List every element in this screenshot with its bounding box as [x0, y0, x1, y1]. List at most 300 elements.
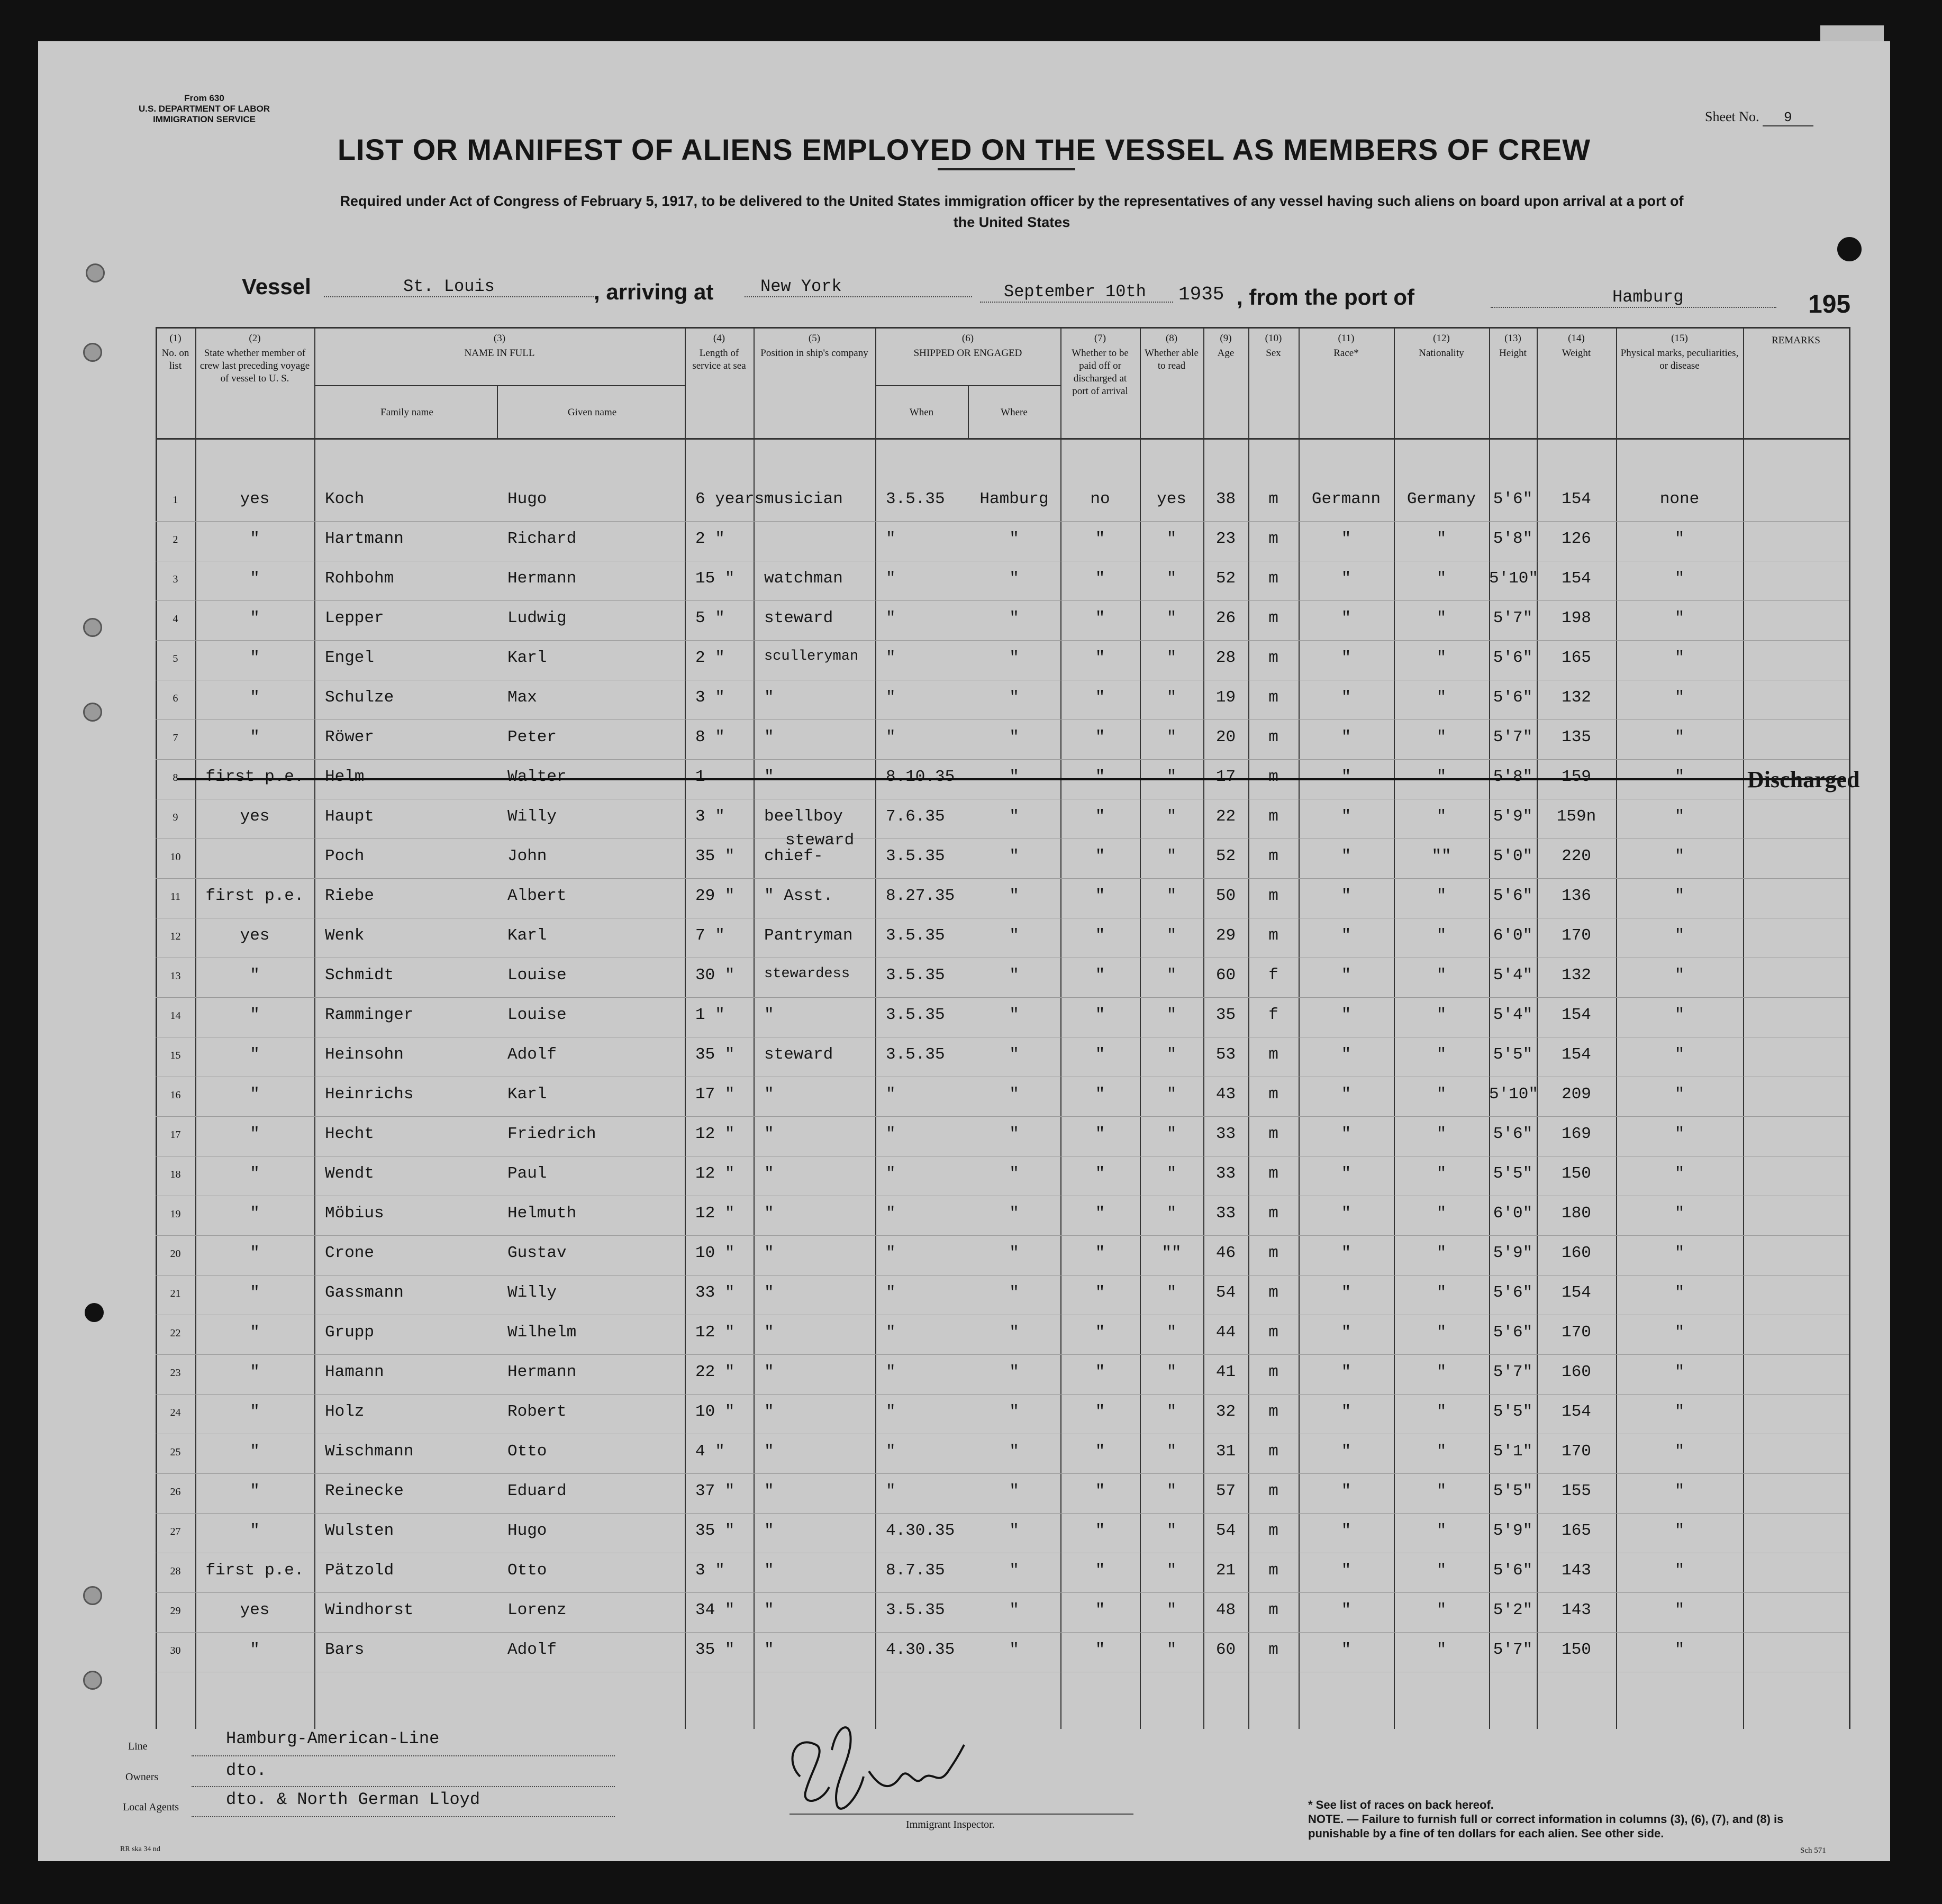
- ship-position: ": [764, 1601, 774, 1619]
- row-number: 22: [170, 1327, 181, 1339]
- row-number: 14: [170, 1010, 181, 1022]
- height: 5'2": [1493, 1601, 1533, 1619]
- sex: m: [1268, 1482, 1278, 1500]
- service-length: 29 ": [695, 887, 735, 905]
- departure-port: Hamburg: [1491, 287, 1776, 308]
- column-header: [1203, 332, 1248, 362]
- able-to-read: ": [1166, 1006, 1177, 1024]
- sex: m: [1268, 688, 1278, 707]
- race: ": [1341, 1125, 1351, 1143]
- row-number: 25: [170, 1446, 181, 1458]
- row-number: 3: [173, 573, 178, 585]
- paid-off: ": [1095, 1482, 1105, 1500]
- age: 46: [1215, 1244, 1236, 1262]
- weight: 159: [1562, 768, 1591, 786]
- given-name: Friedrich: [507, 1125, 596, 1143]
- service-length: 1 ": [695, 1006, 725, 1024]
- sex: m: [1268, 1522, 1278, 1540]
- column-number: (14): [1568, 333, 1585, 344]
- age: 57: [1215, 1482, 1236, 1500]
- given-name: Adolf: [507, 1641, 557, 1659]
- service-name: IMMIGRATION SERVICE: [153, 114, 256, 124]
- weight: 136: [1562, 887, 1591, 905]
- able-to-read: ": [1166, 887, 1177, 905]
- sex: m: [1268, 1283, 1278, 1302]
- family-name: Wulsten: [325, 1522, 394, 1540]
- previous-voyage: ": [250, 1482, 260, 1500]
- weight: 170: [1562, 1323, 1591, 1342]
- shipped-where: ": [1009, 1045, 1019, 1064]
- previous-voyage: ": [250, 609, 260, 627]
- height: 5'1": [1493, 1442, 1533, 1461]
- shipped-where: ": [1009, 1442, 1019, 1461]
- service-length: 10 ": [695, 1402, 735, 1421]
- row-number: 28: [170, 1565, 181, 1577]
- nationality: ": [1436, 728, 1447, 746]
- age: 43: [1215, 1085, 1236, 1104]
- able-to-read: ": [1166, 1125, 1177, 1143]
- punch-hole: [86, 263, 105, 283]
- nationality: ": [1436, 1482, 1447, 1500]
- given-name: Willy: [507, 807, 557, 826]
- column-header: [1060, 332, 1140, 400]
- column-label: State whether member of crew last preceding voyage of vessel to U. S.: [199, 348, 310, 384]
- row-rule: [156, 1513, 1849, 1514]
- nationality: ": [1436, 688, 1447, 707]
- paid-off: ": [1095, 1363, 1105, 1381]
- sex: m: [1268, 1601, 1278, 1619]
- footnotes: [1308, 1798, 1837, 1841]
- age: 22: [1215, 807, 1236, 826]
- service-length: 35 ": [695, 1522, 735, 1540]
- manifest-sheet: [38, 41, 1890, 1861]
- height: 5'7": [1493, 728, 1533, 746]
- arriving-label: , arriving at: [594, 279, 714, 304]
- paid-off: ": [1095, 807, 1105, 826]
- shipped-where: ": [1009, 966, 1019, 985]
- punch-hole: [85, 1303, 104, 1322]
- race: ": [1341, 1204, 1351, 1223]
- ship-position: ": [764, 1442, 774, 1461]
- family-name: Wenk: [325, 926, 365, 945]
- row-rule: [156, 759, 1849, 760]
- able-to-read: ": [1166, 1402, 1177, 1421]
- column-label: Nationality: [1419, 348, 1464, 359]
- race: ": [1341, 1601, 1351, 1619]
- row-number: 7: [173, 732, 178, 744]
- strike-through-line: [177, 778, 1844, 780]
- ship-position: ": [764, 688, 774, 707]
- service-length: 22 ": [695, 1363, 735, 1381]
- race: ": [1341, 1402, 1351, 1421]
- previous-voyage: ": [250, 1164, 260, 1183]
- shipped-where: ": [1009, 1323, 1019, 1342]
- nationality: ": [1436, 609, 1447, 627]
- punch-hole: [1837, 237, 1862, 261]
- row-number: 6: [173, 693, 178, 704]
- row-number: 30: [170, 1645, 181, 1656]
- row-number: 13: [170, 970, 181, 982]
- sex: m: [1268, 530, 1278, 548]
- shipped-when: ": [886, 1283, 896, 1302]
- previous-voyage: ": [250, 1283, 260, 1302]
- nationality: Germany: [1406, 490, 1476, 508]
- shipped-when: 3.5.35: [886, 1045, 945, 1064]
- race: ": [1341, 1283, 1351, 1302]
- ship-position: ": [764, 1561, 774, 1580]
- paid-off: ": [1095, 1641, 1105, 1659]
- physical-marks: ": [1674, 649, 1685, 667]
- previous-voyage: ": [250, 1641, 260, 1659]
- family-name: Hecht: [325, 1125, 375, 1143]
- previous-voyage: ": [250, 1402, 260, 1421]
- previous-voyage: first p.e.: [205, 768, 304, 786]
- sex: m: [1268, 1045, 1278, 1064]
- column-number: (10): [1265, 333, 1282, 344]
- given-name: Max: [507, 688, 537, 707]
- paid-off: ": [1095, 1442, 1105, 1461]
- physical-marks: ": [1674, 728, 1685, 746]
- nationality: ": [1436, 1164, 1447, 1183]
- column-number: (1): [169, 333, 182, 344]
- physical-marks: ": [1674, 609, 1685, 627]
- row-rule: [156, 1116, 1849, 1117]
- row-number: 11: [170, 891, 181, 903]
- row-number: 1: [173, 494, 178, 506]
- height: 5'5": [1493, 1482, 1533, 1500]
- nationality: ": [1436, 1561, 1447, 1580]
- sex: m: [1268, 926, 1278, 945]
- ship-position: ": [764, 1085, 774, 1104]
- shipped-when: 3.5.35: [886, 966, 945, 985]
- height: 5'6": [1493, 1323, 1533, 1342]
- row-number: 16: [170, 1089, 181, 1101]
- physical-marks: ": [1674, 1482, 1685, 1500]
- title-rule: [938, 168, 1075, 170]
- shipped-when: ": [886, 1323, 896, 1342]
- physical-marks: ": [1674, 1125, 1685, 1143]
- sex: m: [1268, 1442, 1278, 1461]
- physical-marks: ": [1674, 1402, 1685, 1421]
- column-header: [156, 332, 195, 375]
- weight: 132: [1562, 966, 1591, 985]
- able-to-read: ": [1166, 569, 1177, 588]
- weight: 169: [1562, 1125, 1591, 1143]
- previous-voyage: first p.e.: [205, 1561, 304, 1580]
- nationality: ": [1436, 1085, 1447, 1104]
- weight: 170: [1562, 926, 1591, 945]
- family-name: Gassmann: [325, 1283, 404, 1302]
- print-code-right: Sch 571: [1800, 1846, 1826, 1855]
- column-header: [1140, 332, 1203, 375]
- height: 5'6": [1493, 1283, 1533, 1302]
- row-number: 24: [170, 1407, 181, 1418]
- shipped-when: ": [886, 609, 896, 627]
- race: ": [1341, 1006, 1351, 1024]
- previous-voyage: ": [250, 688, 260, 707]
- ship-position: steward: [764, 1045, 833, 1064]
- shipped-when: ": [886, 688, 896, 707]
- row-rule: [156, 878, 1849, 879]
- race: ": [1341, 887, 1351, 905]
- row-rule: [156, 600, 1849, 601]
- shipped-where: Hamburg: [979, 490, 1049, 508]
- height: 5'6": [1493, 649, 1533, 667]
- physical-marks: ": [1674, 1363, 1685, 1381]
- physical-marks: ": [1674, 1561, 1685, 1580]
- able-to-read: ": [1166, 1283, 1177, 1302]
- age: 28: [1215, 649, 1236, 667]
- line-value: Hamburg-American-Line: [226, 1729, 440, 1748]
- given-name: John: [507, 847, 547, 866]
- able-to-read: ": [1166, 1482, 1177, 1500]
- physical-marks: ": [1674, 807, 1685, 826]
- age: 54: [1215, 1522, 1236, 1540]
- column-rule: [1743, 327, 1744, 1729]
- ship-position: ": [764, 1125, 774, 1143]
- given-name: Karl: [507, 649, 547, 667]
- paid-off: ": [1095, 1006, 1105, 1024]
- given-name: Wilhelm: [507, 1323, 577, 1342]
- column-rule: [314, 327, 315, 1729]
- nationality: ": [1436, 1283, 1447, 1302]
- row-number: 10: [170, 851, 181, 863]
- service-length: 15 ": [695, 569, 735, 588]
- service-length: 5 ": [695, 609, 725, 627]
- column-header: [754, 332, 875, 362]
- ship-position: steward: [764, 609, 833, 627]
- vessel-name: St. Louis: [324, 277, 594, 297]
- shipped-where: ": [1009, 530, 1019, 548]
- agents-rule: [192, 1816, 615, 1817]
- ship-position: ": [764, 768, 774, 786]
- family-name: Reinecke: [325, 1482, 404, 1500]
- ship-position: ": [764, 1641, 774, 1659]
- column-header: [685, 332, 754, 375]
- given-name: Lorenz: [507, 1601, 567, 1619]
- shipped-where: ": [1009, 1164, 1019, 1183]
- row-number: 26: [170, 1486, 181, 1498]
- shipped-where: ": [1009, 1006, 1019, 1024]
- paid-off: ": [1095, 1283, 1105, 1302]
- previous-voyage: ": [250, 530, 260, 548]
- weight: 180: [1562, 1204, 1591, 1223]
- sheet-number: [1705, 109, 1813, 125]
- owners-rule: [192, 1786, 615, 1787]
- ship-position: ": [764, 1323, 774, 1342]
- column-label: Weight: [1562, 348, 1591, 359]
- inspector-rule: [789, 1814, 1133, 1815]
- given-name: Louise: [507, 1006, 567, 1024]
- height: 5'7": [1493, 1363, 1533, 1381]
- family-name: Riebe: [325, 887, 375, 905]
- shipped-where: ": [1009, 887, 1019, 905]
- column-header: [314, 332, 685, 362]
- column-number: (11): [1338, 333, 1355, 344]
- service-length: 30 ": [695, 966, 735, 985]
- weight: 165: [1562, 1522, 1591, 1540]
- given-name: Eduard: [507, 1482, 567, 1500]
- able-to-read: ": [1166, 1561, 1177, 1580]
- height: 5'7": [1493, 609, 1533, 627]
- race: ": [1341, 688, 1351, 707]
- age: 53: [1215, 1045, 1236, 1064]
- physical-marks: ": [1674, 530, 1685, 548]
- row-number: 20: [170, 1248, 181, 1260]
- previous-voyage: ": [250, 1244, 260, 1262]
- ship-position: musician: [764, 490, 843, 508]
- weight: 155: [1562, 1482, 1591, 1500]
- paid-off: ": [1095, 649, 1105, 667]
- row-number: 17: [170, 1129, 181, 1141]
- race: ": [1341, 926, 1351, 945]
- row-number: 2: [173, 534, 178, 545]
- physical-marks: ": [1674, 1204, 1685, 1223]
- column-subheader: When: [909, 407, 934, 418]
- shipped-where: ": [1009, 609, 1019, 627]
- able-to-read: "": [1161, 1244, 1182, 1262]
- discharged-remark: Discharged: [1747, 767, 1860, 792]
- able-to-read: ": [1166, 649, 1177, 667]
- service-length: 7 ": [695, 926, 725, 945]
- able-to-read: ": [1166, 1363, 1177, 1381]
- paid-off: ": [1095, 966, 1105, 985]
- race: ": [1341, 609, 1351, 627]
- weight: 160: [1562, 1244, 1591, 1262]
- physical-marks: ": [1674, 1601, 1685, 1619]
- given-name: Otto: [507, 1442, 547, 1461]
- height: 5'6": [1493, 490, 1533, 508]
- column-number: (2): [249, 333, 261, 344]
- race: Germann: [1311, 490, 1381, 508]
- service-length: 35 ": [695, 847, 735, 866]
- row-rule: [156, 1632, 1849, 1633]
- shipped-when: 8.27.35: [886, 887, 955, 905]
- height: 5'5": [1493, 1402, 1533, 1421]
- agents-value: dto. & North German Lloyd: [226, 1790, 480, 1809]
- age: 60: [1215, 1641, 1236, 1659]
- paid-off: ": [1095, 728, 1105, 746]
- ship-position: ": [764, 1244, 774, 1262]
- service-length: 12 ": [695, 1164, 735, 1183]
- nationality: ": [1436, 530, 1447, 548]
- physical-marks: ": [1674, 1522, 1685, 1540]
- shipped-where: ": [1009, 688, 1019, 707]
- previous-voyage: ": [250, 1442, 260, 1461]
- race: ": [1341, 807, 1351, 826]
- previous-voyage: ": [250, 649, 260, 667]
- row-number: 19: [170, 1208, 181, 1220]
- service-length: 3 ": [695, 688, 725, 707]
- previous-voyage: ": [250, 1323, 260, 1342]
- race: ": [1341, 569, 1351, 588]
- height: 5'6": [1493, 1125, 1533, 1143]
- header-bottom-rule: [156, 438, 1849, 440]
- previous-voyage: ": [250, 1006, 260, 1024]
- given-name: Adolf: [507, 1045, 557, 1064]
- height: 5'10": [1489, 569, 1539, 588]
- sex: f: [1268, 1006, 1278, 1024]
- able-to-read: ": [1166, 1601, 1177, 1619]
- previous-voyage: ": [250, 1363, 260, 1381]
- previous-voyage: first p.e.: [205, 887, 304, 905]
- given-name: Ludwig: [507, 609, 567, 627]
- family-name: Helm: [325, 768, 365, 786]
- row-rule: [156, 1354, 1849, 1355]
- shipped-when: ": [886, 1085, 896, 1104]
- age: 35: [1215, 1006, 1236, 1024]
- family-name: Holz: [325, 1402, 365, 1421]
- family-name: Crone: [325, 1244, 375, 1262]
- nationality: ": [1436, 1442, 1447, 1461]
- punch-hole: [83, 1586, 102, 1605]
- given-name: Albert: [507, 887, 567, 905]
- row-rule: [156, 1592, 1849, 1593]
- service-length: 33 ": [695, 1283, 735, 1302]
- row-number: 18: [170, 1169, 181, 1180]
- shipped-when: ": [886, 1363, 896, 1381]
- family-name: Hartmann: [325, 530, 404, 548]
- shipped-when: 3.5.35: [886, 1006, 945, 1024]
- punch-hole: [83, 618, 102, 637]
- previous-voyage: ": [250, 569, 260, 588]
- ship-position-line2: steward: [785, 831, 855, 850]
- able-to-read: ": [1166, 1641, 1177, 1659]
- physical-marks: ": [1674, 1442, 1685, 1461]
- nationality: ": [1436, 649, 1447, 667]
- row-number: 27: [170, 1526, 181, 1537]
- shipped-when: ": [886, 1204, 896, 1223]
- age: 48: [1215, 1601, 1236, 1619]
- column-label: Height: [1499, 348, 1527, 359]
- inspector-signature: [779, 1713, 980, 1819]
- ship-position: " Asst.: [764, 887, 833, 905]
- ship-position: ": [764, 1482, 774, 1500]
- age: 33: [1215, 1125, 1236, 1143]
- sex: m: [1268, 1402, 1278, 1421]
- weight: 154: [1562, 490, 1591, 508]
- weight: 160: [1562, 1363, 1591, 1381]
- weight: 209: [1562, 1085, 1591, 1104]
- given-name: Willy: [507, 1283, 557, 1302]
- shipped-when: 4.30.35: [886, 1641, 955, 1659]
- arrival-year: 1935: [1178, 284, 1224, 305]
- column-label: NAME IN FULL: [464, 348, 535, 359]
- nationality: ": [1436, 807, 1447, 826]
- race: ": [1341, 728, 1351, 746]
- family-name: Hamann: [325, 1363, 384, 1381]
- column-label: Sex: [1266, 348, 1281, 359]
- row-number: 9: [173, 812, 178, 823]
- family-name: Schulze: [325, 688, 394, 707]
- service-length: 34 ": [695, 1601, 735, 1619]
- able-to-read: ": [1166, 1522, 1177, 1540]
- row-number: 12: [170, 931, 181, 942]
- column-label: Whether to be paid off or discharged at port of arrival: [1072, 348, 1129, 397]
- service-length: 35 ": [695, 1641, 735, 1659]
- able-to-read: ": [1166, 847, 1177, 866]
- vessel-label: Vessel: [242, 274, 311, 299]
- physical-marks: ": [1674, 1244, 1685, 1262]
- shipped-when: ": [886, 530, 896, 548]
- family-name: Möbius: [325, 1204, 384, 1223]
- ship-position: stewardess: [764, 966, 850, 982]
- column-subheader: Where: [1001, 407, 1028, 418]
- family-name: Heinsohn: [325, 1045, 404, 1064]
- height: 5'5": [1493, 1164, 1533, 1183]
- family-name: Bars: [325, 1641, 365, 1659]
- column-header: [1537, 332, 1616, 362]
